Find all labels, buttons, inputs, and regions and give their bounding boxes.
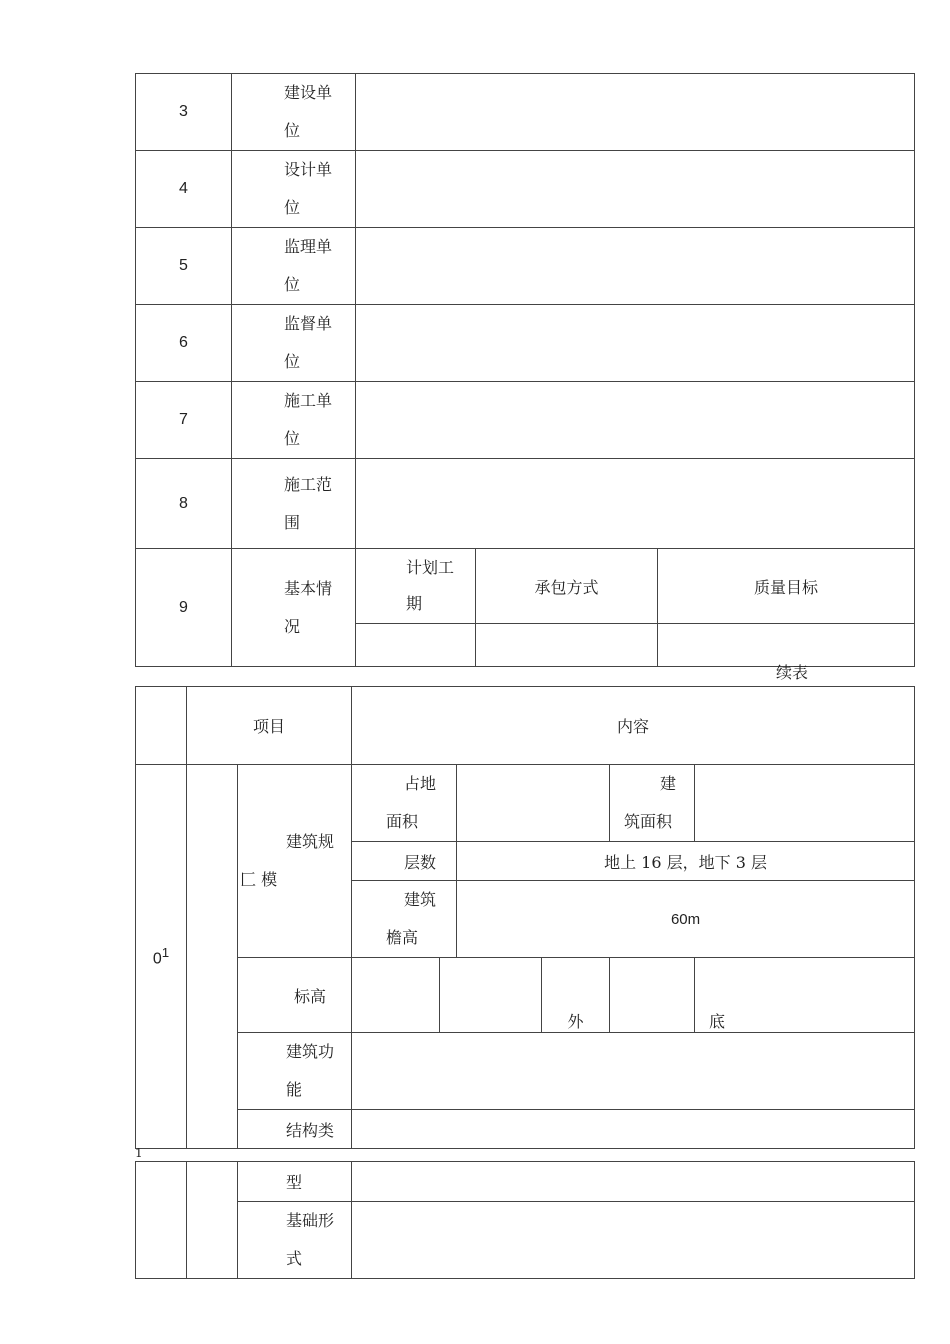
building-info-table	[135, 686, 915, 1149]
floors-label: 层数	[352, 842, 457, 881]
row-number: 4	[136, 151, 232, 228]
row-number: 5	[136, 228, 232, 305]
project-info-table	[135, 73, 915, 667]
table-row	[136, 151, 915, 228]
table-row	[136, 74, 915, 151]
row-content	[356, 74, 915, 151]
header-item: 项目	[187, 687, 352, 765]
blank-cell	[187, 1162, 238, 1279]
row-label: 建设单 位	[232, 74, 356, 151]
elevation-cell	[610, 958, 695, 1033]
eave-height-label: 建筑 檐高	[352, 881, 457, 958]
elevation-cell	[440, 958, 542, 1033]
building-scale-label: 建筑规 匚 模	[238, 765, 352, 958]
row-number: 3	[136, 74, 232, 151]
table-row	[136, 765, 915, 842]
building-function-label: 建筑功 能	[238, 1033, 352, 1110]
contract-type-value	[476, 624, 658, 667]
elevation-outer: 外	[542, 958, 610, 1033]
structure-type-label: 结构类	[238, 1110, 352, 1149]
sub-blank	[187, 765, 238, 1149]
table-row	[136, 1162, 915, 1202]
table-row	[136, 549, 915, 624]
table-row	[136, 1202, 915, 1279]
contract-type-header: 承包方式	[476, 549, 658, 624]
continued-label: 续表	[776, 663, 809, 682]
elevation-label: 标高	[238, 958, 352, 1033]
structure-type-value	[352, 1110, 915, 1149]
building-area-label: 建 筑面积	[610, 765, 695, 842]
structure-type-label-cont: 型	[238, 1162, 352, 1202]
planned-duration-value	[356, 624, 476, 667]
table-row	[136, 305, 915, 382]
building-area-value	[695, 765, 915, 842]
row-label: 施工范 围	[232, 459, 356, 549]
foundation-type-value	[352, 1202, 915, 1279]
row-content	[356, 228, 915, 305]
table-row	[136, 459, 915, 549]
land-area-value	[457, 765, 610, 842]
eave-height-value: 60m	[457, 881, 915, 958]
row-label: 施工单 位	[232, 382, 356, 459]
foundation-type-label: 基础形 式	[238, 1202, 352, 1279]
quality-target-header: 质量目标	[658, 549, 915, 624]
table-row	[136, 1033, 915, 1110]
table-row	[136, 958, 915, 1033]
row-content	[356, 305, 915, 382]
row-label: 基本情 况	[232, 549, 356, 667]
header-content: 内容	[352, 687, 915, 765]
building-info-table-continued	[135, 1161, 915, 1279]
structure-type-value-cont	[352, 1162, 915, 1202]
row-content	[356, 151, 915, 228]
elevation-cell	[352, 958, 440, 1033]
building-function-value	[352, 1033, 915, 1110]
row-number: 9	[136, 549, 232, 667]
row-content	[356, 382, 915, 459]
row-number: 7	[136, 382, 232, 459]
blank-cell	[136, 1162, 187, 1279]
table-row	[136, 1110, 915, 1149]
planned-duration-header: 计划工 期	[356, 549, 476, 624]
row-label: 设计单 位	[232, 151, 356, 228]
row-number: 8	[136, 459, 232, 549]
row-number: $0^1$	[136, 765, 187, 1149]
table-row	[136, 228, 915, 305]
elevation-bottom: 底	[695, 958, 915, 1033]
row-number: 6	[136, 305, 232, 382]
land-area-label: 占地 面积	[352, 765, 457, 842]
floors-value: 地上 16 层，地下 3 层	[457, 842, 915, 881]
row-label: 监督单 位	[232, 305, 356, 382]
header-blank	[136, 687, 187, 765]
table-row	[136, 382, 915, 459]
table-row	[136, 687, 915, 765]
page-marker: 1	[135, 1146, 143, 1160]
row-content	[356, 459, 915, 549]
row-label: 监理单 位	[232, 228, 356, 305]
